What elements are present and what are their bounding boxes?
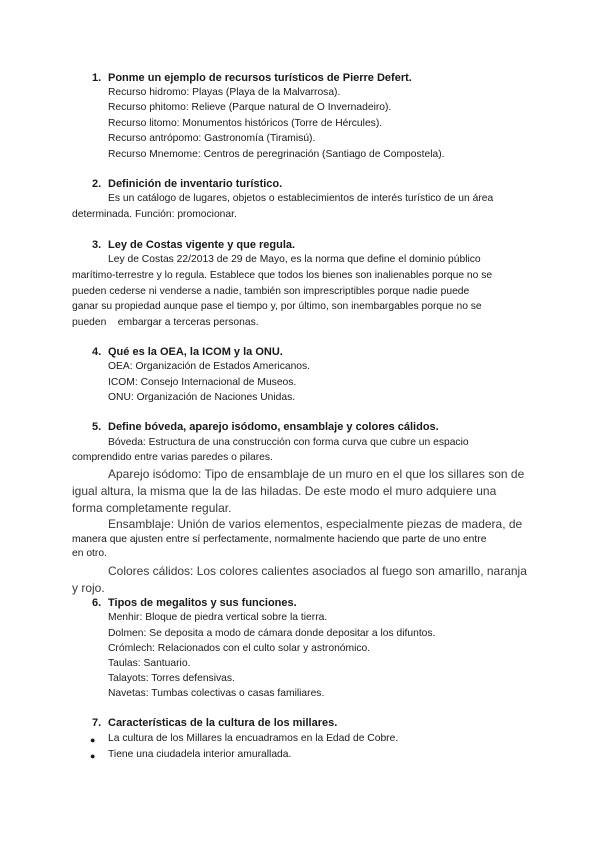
text-line: Es un catálogo de lugares, objetos o establecimientos de interés turístico de un área bbox=[108, 193, 494, 204]
heading-7 bbox=[92, 716, 337, 730]
list-item: Tiene una ciudadela interior amurallada. bbox=[108, 749, 292, 760]
text-line: ganar su propiedad aunque pase el tiempo y, por último, son inembargables porque no se bbox=[72, 301, 482, 312]
text-line: ONU: Organización de Naciones Unidas. bbox=[108, 392, 296, 403]
heading-4 bbox=[92, 345, 283, 359]
heading-text: Definición de inventario turístico. bbox=[108, 178, 283, 190]
heading-3 bbox=[92, 238, 295, 252]
text-line: Navetas: Tumbas colectivas o casas familiares. bbox=[108, 688, 325, 699]
text-line: determinada. Función: promocionar. bbox=[72, 209, 237, 220]
heading-2 bbox=[92, 177, 282, 191]
text-line: igual altura, la misma que la de las hiladas. De este modo el muro adquiere una bbox=[72, 484, 497, 498]
heading-number: 4. bbox=[92, 346, 102, 358]
text-line: Recurso hidromo: Playas (Playa de la Malvarrosa). bbox=[108, 87, 341, 98]
heading-1 bbox=[92, 71, 412, 85]
text-line: Taulas: Santuario. bbox=[108, 658, 191, 669]
heading-text: Define bóveda, aparejo isódomo, ensamblaje y colores cálidos. bbox=[108, 421, 439, 433]
heading-text: Características de la cultura de los millares. bbox=[108, 717, 338, 729]
text-line: Bóveda: Estructura de una construcción con forma curva que cubre un espacio bbox=[108, 437, 469, 448]
heading-number: 1. bbox=[92, 72, 102, 84]
heading-number: 2. bbox=[92, 178, 102, 190]
text-line: manera que ajusten entre sí perfectamente, normalmente haciendo que parte de uno entre bbox=[72, 534, 487, 545]
text-line: Colores cálidos: Los colores calientes asociados al fuego son amarillo, naranja bbox=[108, 564, 527, 578]
heading-text: Tipos de megalitos y sus funciones. bbox=[108, 597, 297, 609]
heading-number: 6. bbox=[92, 597, 102, 609]
text-line: pueden cederse ni venderse a nadie, también son imprescriptibles porque nadie puede bbox=[72, 286, 470, 297]
heading-number: 3. bbox=[92, 239, 102, 251]
heading-text: Qué es la OEA, la ICOM y la ONU. bbox=[108, 346, 283, 358]
text-line: Crómlech: Relacionados con el culto solar y astronómico. bbox=[108, 643, 371, 654]
text-line: y rojo. bbox=[72, 581, 105, 595]
bullet-icon: ● bbox=[90, 735, 96, 745]
text-line: Ley de Costas 22/2013 de 29 de Mayo, es la norma que define el dominio público bbox=[108, 254, 481, 265]
text-line: Ensamblaje: Unión de varios elementos, especialmente piezas de madera, de bbox=[108, 517, 523, 531]
heading-text: Ley de Costas vigente y que regula. bbox=[108, 239, 296, 251]
heading-number: 5. bbox=[92, 421, 102, 433]
heading-text: Ponme un ejemplo de recursos turísticos de Pierre Defert. bbox=[108, 72, 412, 84]
list-item: La cultura de los Millares la encuadramos en la Edad de Cobre. bbox=[108, 733, 399, 744]
bullet-icon: ● bbox=[90, 751, 96, 761]
text-line: marítimo-terrestre y lo regula. Establece que todos los bienes son inalienables porque no se bbox=[72, 270, 493, 281]
text-line: forma completamente regular. bbox=[72, 501, 232, 515]
text-line: Recurso litomo: Monumentos históricos (Torre de Hércules). bbox=[108, 118, 383, 129]
text-line: Aparejo isódomo: Tipo de ensamblaje de un muro en el que los sillares son de bbox=[108, 467, 525, 481]
text-line: Menhir: Bloque de piedra vertical sobre la tierra. bbox=[108, 612, 328, 623]
text-line: en otro. bbox=[72, 548, 107, 559]
heading-6 bbox=[92, 596, 297, 610]
text-line: Recurso antrópomo: Gastronomía (Tiramisú). bbox=[108, 133, 316, 144]
text-line: Talayots: Torres defensivas. bbox=[108, 673, 235, 684]
text-line: comprendido entre varias paredes o pilares. bbox=[72, 452, 273, 463]
text-line: Recurso Mnemome: Centros de peregrinación (Santiago de Compostela). bbox=[108, 149, 445, 160]
text-line: Recurso phitomo: Relieve (Parque natural de O Invernadeiro). bbox=[108, 102, 392, 113]
heading-5 bbox=[92, 420, 439, 434]
text-line: ICOM: Consejo Internacional de Museos. bbox=[108, 377, 297, 388]
heading-number: 7. bbox=[92, 717, 102, 729]
text-line: Dolmen: Se deposita a modo de cámara donde depositar a los difuntos. bbox=[108, 628, 436, 639]
text-line: pueden embargar a terceras personas. bbox=[72, 317, 259, 328]
text-line: OEA: Organización de Estados Americanos. bbox=[108, 361, 311, 372]
